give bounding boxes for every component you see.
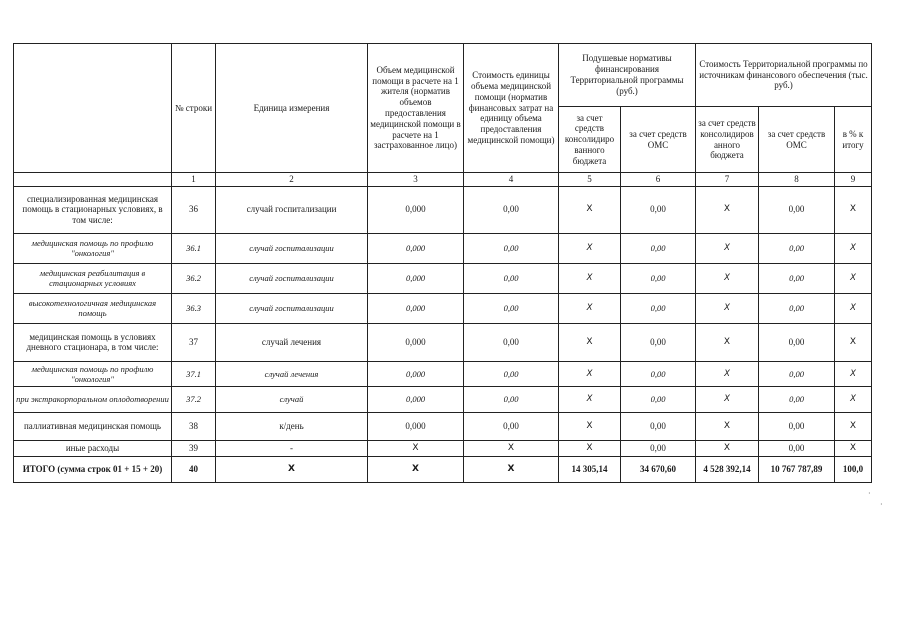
header-unit-cost: Стоимость единицы объема медицинской помощи (норматив финансовых затрат на единицу объема предоставления медицинской помощи) bbox=[464, 44, 559, 173]
row-number: 39 bbox=[172, 440, 216, 456]
row-unit: случай госпитализации bbox=[216, 263, 368, 293]
table-row bbox=[14, 361, 872, 386]
header-unit: Единица измерения bbox=[216, 44, 368, 173]
column-number: 3 bbox=[368, 173, 464, 187]
row-unit: случай госпитализации bbox=[216, 293, 368, 323]
row-name: при экстракорпоральном оплодотворении bbox=[14, 386, 172, 412]
row-percent: X bbox=[835, 440, 872, 456]
row-cost-oms: 0,00 bbox=[759, 440, 835, 456]
scan-speck: · bbox=[880, 500, 883, 509]
row-number: 37 bbox=[172, 323, 216, 361]
row-per-capita-budget: 14 305,14 bbox=[559, 456, 621, 482]
row-volume: X bbox=[368, 456, 464, 482]
row-name: специализированная медицинская помощь в стационарных условиях, в том числе: bbox=[14, 186, 172, 233]
row-volume: 0,000 bbox=[368, 412, 464, 440]
row-per-capita-budget: X bbox=[559, 323, 621, 361]
row-per-capita-budget: X bbox=[559, 186, 621, 233]
row-volume: X bbox=[368, 440, 464, 456]
row-number: 36.2 bbox=[172, 263, 216, 293]
row-unit: случай bbox=[216, 386, 368, 412]
row-per-capita-oms: 34 670,60 bbox=[621, 456, 696, 482]
row-unit: случай лечения bbox=[216, 323, 368, 361]
column-number-row bbox=[14, 173, 872, 187]
row-unit-cost: 0,00 bbox=[464, 412, 559, 440]
row-cost-budget: X bbox=[696, 186, 759, 233]
row-cost-oms: 10 767 787,89 bbox=[759, 456, 835, 482]
table-row bbox=[14, 263, 872, 293]
table-row bbox=[14, 233, 872, 263]
row-unit: случай госпитализации bbox=[216, 186, 368, 233]
row-cost-budget: X bbox=[696, 233, 759, 263]
column-number-blank bbox=[14, 173, 172, 187]
total-row bbox=[14, 456, 872, 482]
row-per-capita-oms: 0,00 bbox=[621, 386, 696, 412]
row-percent: X bbox=[835, 361, 872, 386]
header-row-1 bbox=[14, 44, 872, 107]
header-per-capita-oms: за счет средств ОМС bbox=[621, 107, 696, 173]
row-unit-cost: 0,00 bbox=[464, 386, 559, 412]
row-per-capita-oms: 0,00 bbox=[621, 412, 696, 440]
row-percent: X bbox=[835, 293, 872, 323]
row-unit: случай госпитализации bbox=[216, 233, 368, 263]
row-per-capita-budget: X bbox=[559, 263, 621, 293]
row-volume: 0,000 bbox=[368, 263, 464, 293]
header-cost-by-source: Стоимость Территориальной программы по источникам финансового обеспечения (тыс. руб.) bbox=[696, 44, 872, 107]
table-row bbox=[14, 293, 872, 323]
row-unit-cost: 0,00 bbox=[464, 323, 559, 361]
row-volume: 0,000 bbox=[368, 323, 464, 361]
table-row bbox=[14, 186, 872, 233]
row-per-capita-budget: X bbox=[559, 233, 621, 263]
row-cost-budget: 4 528 392,14 bbox=[696, 456, 759, 482]
row-number: 36.3 bbox=[172, 293, 216, 323]
row-volume: 0,000 bbox=[368, 186, 464, 233]
row-cost-budget: X bbox=[696, 386, 759, 412]
header-cost-budget: за счет средств консолидиров анного бюджета bbox=[696, 107, 759, 173]
row-unit-cost: X bbox=[464, 456, 559, 482]
row-cost-budget: X bbox=[696, 293, 759, 323]
row-number: 40 bbox=[172, 456, 216, 482]
row-number: 37.2 bbox=[172, 386, 216, 412]
column-number: 1 bbox=[172, 173, 216, 187]
row-cost-budget: X bbox=[696, 323, 759, 361]
column-number: 9 bbox=[835, 173, 872, 187]
table-row bbox=[14, 412, 872, 440]
row-name: медицинская реабилитация в стационарных условиях bbox=[14, 263, 172, 293]
row-percent: X bbox=[835, 263, 872, 293]
row-unit-cost: 0,00 bbox=[464, 361, 559, 386]
row-cost-budget: X bbox=[696, 361, 759, 386]
row-per-capita-oms: 0,00 bbox=[621, 293, 696, 323]
row-percent: X bbox=[835, 386, 872, 412]
row-cost-oms: 0,00 bbox=[759, 263, 835, 293]
row-per-capita-oms: 0,00 bbox=[621, 440, 696, 456]
row-per-capita-oms: 0,00 bbox=[621, 323, 696, 361]
row-cost-budget: X bbox=[696, 440, 759, 456]
column-number: 6 bbox=[621, 173, 696, 187]
row-name: медицинская помощь по профилю "онкология" bbox=[14, 233, 172, 263]
row-volume: 0,000 bbox=[368, 293, 464, 323]
row-volume: 0,000 bbox=[368, 386, 464, 412]
row-number: 36.1 bbox=[172, 233, 216, 263]
row-unit-cost: 0,00 bbox=[464, 186, 559, 233]
row-cost-budget: X bbox=[696, 412, 759, 440]
row-unit-cost: 0,00 bbox=[464, 263, 559, 293]
row-cost-oms: 0,00 bbox=[759, 386, 835, 412]
row-name: высокотехнологичная медицинская помощь bbox=[14, 293, 172, 323]
row-cost-budget: X bbox=[696, 263, 759, 293]
row-percent: X bbox=[835, 412, 872, 440]
row-percent: X bbox=[835, 186, 872, 233]
header-row-number: № строки bbox=[172, 44, 216, 173]
column-number: 2 bbox=[216, 173, 368, 187]
row-volume: 0,000 bbox=[368, 361, 464, 386]
header-volume: Объем медицинской помощи в расчете на 1 жителя (норматив объемов предоставления медицинской помощи в расчете на 1 застрахованное лицо) bbox=[368, 44, 464, 173]
row-per-capita-oms: 0,00 bbox=[621, 361, 696, 386]
row-number: 37.1 bbox=[172, 361, 216, 386]
row-cost-oms: 0,00 bbox=[759, 233, 835, 263]
row-name: медицинская помощь по профилю "онкология" bbox=[14, 361, 172, 386]
row-unit-cost: X bbox=[464, 440, 559, 456]
column-number: 5 bbox=[559, 173, 621, 187]
table-row bbox=[14, 440, 872, 456]
row-cost-oms: 0,00 bbox=[759, 412, 835, 440]
row-number: 38 bbox=[172, 412, 216, 440]
header-percent: в % к итогу bbox=[835, 107, 872, 173]
row-unit: X bbox=[216, 456, 368, 482]
row-percent: X bbox=[835, 233, 872, 263]
row-unit: случай лечения bbox=[216, 361, 368, 386]
row-cost-oms: 0,00 bbox=[759, 361, 835, 386]
row-per-capita-budget: X bbox=[559, 412, 621, 440]
row-cost-oms: 0,00 bbox=[759, 293, 835, 323]
row-per-capita-budget: X bbox=[559, 440, 621, 456]
header-per-capita: Подушевые нормативы финансирования Территориальной программы (руб.) bbox=[559, 44, 696, 107]
row-unit-cost: 0,00 bbox=[464, 233, 559, 263]
financing-table bbox=[13, 43, 872, 483]
row-per-capita-budget: X bbox=[559, 386, 621, 412]
column-number: 7 bbox=[696, 173, 759, 187]
header-cost-oms: за счет средств ОМС bbox=[759, 107, 835, 173]
scan-speck: · bbox=[868, 489, 871, 498]
row-name: медицинская помощь в условиях дневного стационара, в том числе: bbox=[14, 323, 172, 361]
row-unit: к/день bbox=[216, 412, 368, 440]
row-name: иные расходы bbox=[14, 440, 172, 456]
row-cost-oms: 0,00 bbox=[759, 323, 835, 361]
row-unit: - bbox=[216, 440, 368, 456]
row-cost-oms: 0,00 bbox=[759, 186, 835, 233]
table-row bbox=[14, 386, 872, 412]
row-percent: X bbox=[835, 323, 872, 361]
table-row bbox=[14, 323, 872, 361]
column-number: 8 bbox=[759, 173, 835, 187]
row-per-capita-budget: X bbox=[559, 361, 621, 386]
row-per-capita-oms: 0,00 bbox=[621, 263, 696, 293]
row-percent: 100,0 bbox=[835, 456, 872, 482]
row-number: 36 bbox=[172, 186, 216, 233]
row-unit-cost: 0,00 bbox=[464, 293, 559, 323]
row-name: паллиативная медицинская помощь bbox=[14, 412, 172, 440]
column-number: 4 bbox=[464, 173, 559, 187]
row-per-capita-budget: X bbox=[559, 293, 621, 323]
row-name: ИТОГО (сумма строк 01 + 15 + 20) bbox=[14, 456, 172, 482]
row-per-capita-oms: 0,00 bbox=[621, 233, 696, 263]
header-name-cell bbox=[14, 44, 172, 173]
row-per-capita-oms: 0,00 bbox=[621, 186, 696, 233]
header-per-capita-budget: за счет средств консолидиро ванного бюджета bbox=[559, 107, 621, 173]
row-volume: 0,000 bbox=[368, 233, 464, 263]
